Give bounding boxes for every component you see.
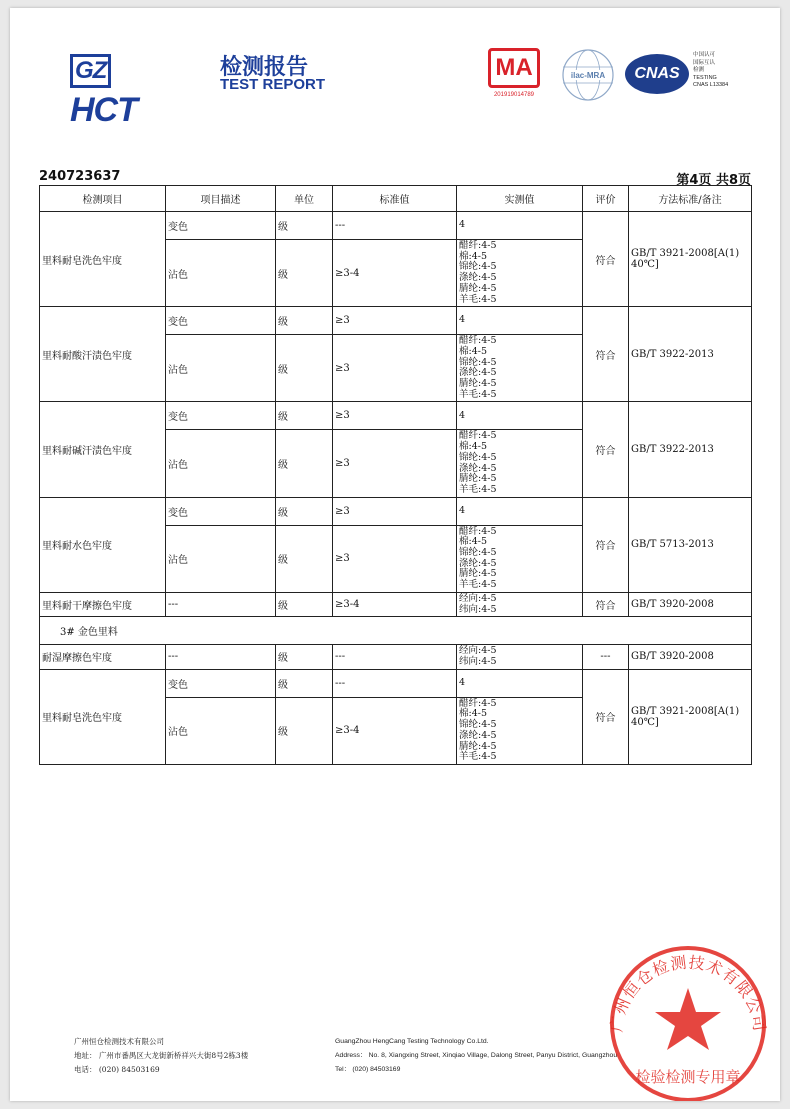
report-header-row [39,169,751,188]
measured-line: 涤纶:4-5 [459,462,497,474]
col-header: 评价 [583,186,629,212]
measured-value [457,697,583,764]
measured-line: 4 [459,314,466,326]
measured-value [457,307,583,335]
measured-line: 醋纤:4-5 [459,240,497,251]
standard-value: ≥3-4 [333,697,457,764]
table-row [40,592,752,616]
standard-value: ≥3-4 [333,240,457,307]
measured-value [457,335,583,402]
measured-value [457,525,583,592]
standard-value: --- [333,669,457,697]
measured-value [457,430,583,497]
table-row [40,669,752,697]
test-item: 里料耐皂洗色牢度 [40,212,166,307]
method-standard: GB/T 3922-2013 [629,402,752,497]
measured-line: 涤纶:4-5 [459,729,497,741]
measured-line: 羊毛:4-5 [459,579,497,591]
logo-title-en: TEST REPORT [220,76,326,93]
test-item: 里料耐碱汗渍色牢度 [40,402,166,497]
logo-mark: GZHCT [70,52,137,130]
section-label: 3# 金色里料 [40,617,752,645]
measured-line: 棉:4-5 [459,536,487,548]
measured-line: 锦纶:4-5 [459,451,497,463]
cnas-logo: CNAS [625,54,689,94]
item-description: 变色 [166,212,276,240]
measured-value [457,497,583,525]
cnas-caption: 中国认可 国际互认 检测 TESTING CNAS L13384 [693,52,729,88]
cma-logo: MA [488,48,540,88]
measured-line: 4 [459,219,466,231]
evaluation: --- [583,645,629,669]
standard-value: ≥3 [333,335,457,402]
measured-line: 腈纶:4-5 [459,378,497,390]
unit: 级 [276,497,333,525]
item-description: 沾色 [166,697,276,764]
measured-line: 醋纤:4-5 [459,697,497,709]
measured-value [457,669,583,697]
measured-line: 羊毛:4-5 [459,483,497,495]
measured-line: 涤纶:4-5 [459,367,497,379]
measured-line: 棉:4-5 [459,708,487,720]
method-standard: GB/T 5713-2013 [629,497,752,592]
col-header: 单位 [276,186,333,212]
standard-value: ≥3 [333,307,457,335]
method-standard: GB/T 3920-2008 [629,645,752,669]
ilac-globe-icon [561,48,615,102]
unit: 级 [276,669,333,697]
unit: 级 [276,240,333,307]
results-table [39,185,752,765]
measured-line: 醋纤:4-5 [459,430,497,442]
standard-value: --- [333,645,457,669]
test-item: 里料耐干摩擦色牢度 [40,592,166,616]
cnas-mark [625,48,755,102]
table-row [40,497,752,525]
measured-line: 经向:4-5 [459,645,497,657]
unit: 级 [276,697,333,764]
item-description: 沾色 [166,430,276,497]
measured-line: 腈纶:4-5 [459,282,497,294]
measured-line: 腈纶:4-5 [459,740,497,752]
page-indicator: 第4页 共8页 [676,173,751,188]
item-description: --- [166,592,276,616]
method-standard: GB/T 3921-2008[A(1) 40℃] [629,212,752,307]
col-header: 标准值 [333,186,457,212]
measured-line: 4 [459,409,466,421]
measured-value [457,240,583,307]
measured-line: 羊毛:4-5 [459,293,497,305]
measured-line: 羊毛:4-5 [459,751,497,763]
measured-line: 棉:4-5 [459,250,487,262]
unit: 级 [276,430,333,497]
ilac-text: ilac-MRA [570,71,606,80]
item-description: 变色 [166,402,276,430]
measured-line: 4 [459,676,466,688]
measured-line: 经向:4-5 [459,592,497,604]
measured-line: 纬向:4-5 [459,655,497,667]
method-standard: GB/T 3921-2008[A(1) 40℃] [629,669,752,764]
results-body [40,212,752,617]
measured-line: 腈纶:4-5 [459,568,497,580]
measured-line: 锦纶:4-5 [459,356,497,368]
col-header: 项目描述 [166,186,276,212]
item-description: --- [166,645,276,669]
standard-value: ≥3 [333,430,457,497]
measured-value [457,592,583,616]
measured-line: 4 [459,504,466,516]
evaluation: 符合 [583,497,629,592]
test-item: 里料耐皂洗色牢度 [40,669,166,764]
method-standard: GB/T 3920-2008 [629,592,752,616]
evaluation: 符合 [583,592,629,616]
footer-en: GuangZhou HengCang Testing Technology Co.Ltd. Address： No. 8, Xiangxing Street, Xinqiao Village, Dalong Street, Panyu District, Guangzhou Tel： (020) 84503169 [335,1038,618,1073]
measured-line: 涤纶:4-5 [459,272,497,284]
evaluation: 符合 [583,402,629,497]
measured-value [457,645,583,669]
col-header: 实测值 [457,186,583,212]
item-description: 变色 [166,497,276,525]
report-number: 240723637 [39,169,121,184]
col-header: 方法标准/备注 [629,186,752,212]
measured-line: 羊毛:4-5 [459,388,497,400]
measured-line: 醋纤:4-5 [459,525,497,537]
item-description: 沾色 [166,525,276,592]
test-item: 里料耐酸汗渍色牢度 [40,307,166,402]
measured-line: 锦纶:4-5 [459,719,497,731]
section-row-group [40,617,752,645]
footer-cn: 广州恒仓检测技术有限公司 地址： 广州市番禺区大龙街新桥祥兴大街8号2栋3楼 电话： (020) 84503169 [74,1037,249,1074]
seal-bottom-text: 检验检测专用章 [635,1068,741,1086]
col-header: 检测项目 [40,186,166,212]
table-row [40,402,752,430]
company-seal-stamp [598,936,778,1101]
standard-value: ≥3 [333,525,457,592]
standard-value: ≥3 [333,497,457,525]
results-body-2 [40,645,752,765]
evaluation: 符合 [583,669,629,764]
seal-star-icon [655,988,721,1050]
item-description: 变色 [166,669,276,697]
standard-value: --- [333,212,457,240]
measured-value [457,402,583,430]
unit: 级 [276,645,333,669]
item-description: 沾色 [166,335,276,402]
evaluation: 符合 [583,212,629,307]
unit: 级 [276,592,333,616]
measured-line: 纬向:4-5 [459,603,497,615]
table-header-row [40,186,752,212]
measured-line: 棉:4-5 [459,441,487,453]
section-row [40,617,752,645]
cma-number: 201919014789 [493,92,535,98]
evaluation: 符合 [583,307,629,402]
table-row [40,307,752,335]
measured-line: 锦纶:4-5 [459,261,497,273]
unit: 级 [276,307,333,335]
unit: 级 [276,402,333,430]
standard-value: ≥3 [333,402,457,430]
measured-line: 棉:4-5 [459,345,487,357]
item-description: 变色 [166,307,276,335]
cma-mark [482,48,546,104]
test-item: 耐湿摩擦色牢度 [40,645,166,669]
logo-title-cn: 检测报告 [220,55,309,80]
measured-line: 锦纶:4-5 [459,547,497,559]
measured-line: 腈纶:4-5 [459,473,497,485]
measured-line: 涤纶:4-5 [459,557,497,569]
standard-value: ≥3-4 [333,592,457,616]
item-description: 沾色 [166,240,276,307]
measured-value [457,212,583,240]
method-standard: GB/T 3922-2013 [629,307,752,402]
unit: 级 [276,212,333,240]
unit: 级 [276,525,333,592]
measured-line: 醋纤:4-5 [459,335,497,347]
test-item: 里料耐水色牢度 [40,497,166,592]
unit: 级 [276,335,333,402]
table-row [40,212,752,240]
ilac-mra-mark [561,48,615,102]
table-row [40,645,752,669]
report-page [10,8,780,1101]
seal-top-text: 广州恒仓检测技术有限公司 [606,952,770,1034]
